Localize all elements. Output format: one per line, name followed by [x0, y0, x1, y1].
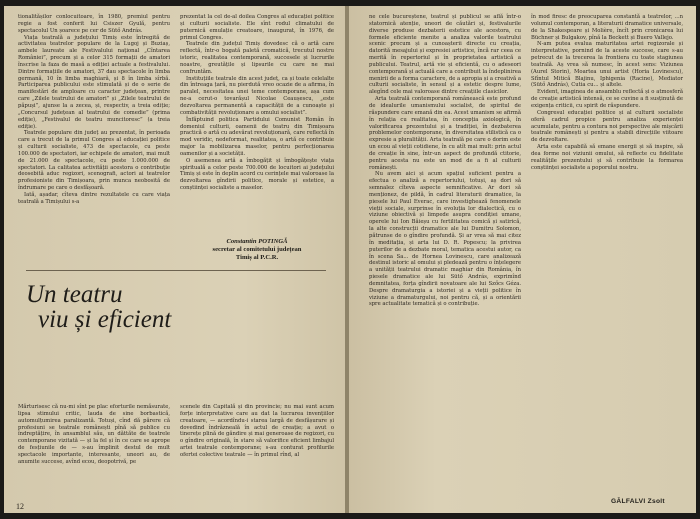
paragraph: Viața teatrală a județului Timiș este întregită de activitatea teatrelor populare de la Lugoj și Buziaș, ambele laureate ale Festivalului național „Cîntarea României”, precum și a celor 315 formații de amatori înscrise la faza de masă a ediției actuale a festivalului. Dintre formațiile de amatori, 37 dau spectacole în limba germană, 10 în limba maghiară, și 8 în limba sîrbă. Participarea publicului este stimulată și de o serie de manifestări de amploare cu caracter județean, printre care „Zilele teatrului de amatori” și „Zilele teatrului de păpuși”, ajunse la a zecea, și, respectiv, a treia ediție; „Concursul județean al teatrului de comedie” (prima ediție), „Festivalul de teatru muncitoresc” (a treia ediție).: [18, 34, 170, 130]
left-top-column-1: [18, 14, 170, 268]
paragraph: Teatrele din județul Timiș dovedesc că o artă care reflectă, într-o bogată paletă cromatică, trecutul nostru istoric, realitatea contemporană, succesele și lucrurile noastre, greutățile și lipsurile cu care ne mai confruntăm.: [180, 41, 334, 75]
paragraph: scenele din Capitală și din provincie; nu mai sunt acum forțe interpretative care au dat la lucrarea invențiilor creatoare, — acordîndu-i starea largă de desfășurare și dovedind îndrăzneală în actul de creație; a avut o tinerețe plină de găndire și mai generoase de regizori, cu o gîndire originală, în stare să valorifice eficient limbajul artei teatrale contemporane; s-au conturat profilurile ofertei colective teatrale — în primul rînd, al: [180, 404, 334, 458]
paragraph: Mărturisesc că nu-mi sînt pe plac eforturile nemăsurate, lipsa stimului critic, lauda de sine borbastică, automulțumirea paralizantă. Totuși, cînd dă părere că profesiuni se teatrale românești pînă să publice cu îndreptățire, în ansamblul său, un dăttăte de teatrele contemporane vizitată — și la fel și în ce care se aprope de fesțiunile de — s-au împlinit destul de mult spectacole importante, interesante, uneori au, de anumite succese, avînd ecou, deopotrivă, pe: [18, 404, 170, 465]
right-column-1: [369, 14, 521, 504]
paragraph: ne cele bucureștene, teatrul și publicul se află într-o statornică atenție, uneori de căutări și, festivalurile diverse produse dezbaterii estetice ale acestora, cu formele eficiente menite a analiza valorile teatrului scenic precum și a cunoașterii directe cu creația, datorită mesajului și expresiei artistice, încă rar ceea ce merită în repertoriul și în proprietatea artistică a publicului. Teatrul, artă vie și eficientă, cu o adeseori contemporană și actuală care a contribuit la îndeplinirea menirii de a forma caractere, de a apropia și a creativă a culturii socialiste, în sensul și a estetic despre lume, alegînd cele mai valoroase dintre creațiile clasicilor.: [369, 14, 521, 96]
paragraph: prezentat la cel de-al doilea Congres al educației politice și culturii socialiste. Ele sînt rodul climatului de puternică emulație creatoare, inaugurat, în 1976, de primul Congres.: [180, 14, 334, 41]
page-number: 12: [16, 502, 24, 511]
paragraph: Evident, imaginea de ansamblu reflectă și o atmosferă de creație artistică intensă, ce se cuvine a fi susținută de exigența criticii, cu spirit de răspundere.: [531, 89, 683, 109]
divider: [26, 270, 326, 271]
left-page: [4, 6, 347, 513]
signature-role: Timiș al P.C.R.: [235, 254, 279, 261]
author-signature: GĂLFALVI Zsolt: [611, 498, 665, 505]
paragraph: Iată, așadar, cîteva dintre rezultatele cu care viața teatrală a Timișului s-a: [18, 191, 170, 205]
article-title: [26, 282, 226, 332]
left-bottom-column-1: [18, 404, 170, 496]
right-page: [349, 6, 696, 513]
paragraph: Teatrele populare din județ au prezentat, în perioada care a trecut de la primul Congres al educației politice și culturii socialiste, 473 de spectacole, cu peste 100.000 de spectatori, iar echipele de amatori, mai mult de 21.000 de spectacole, cu peste 1.000.000 de spectatori. La calitatea activității acestora o contribuție deosebită aduc regizori, scenografi, actori ai teatrelor profesioniste din Timișoara, prin munca neobosită de îndrumare pe care o desfășoară.: [18, 130, 170, 192]
signature-name: Constantin POTINGĂ: [226, 238, 288, 245]
paragraph: Nu avem aici și acum spațiul suficient pentru a efectua o analiză a repertoriului, totuși, aș dori să semnalez cîteva aspecte semnificative. Ar dori să menționez, de pildă, în cadrul literaturii dramatice, la piesele lui Paul Everac, care investighează fenomenele vieții sociale, surprinse în evoluția lor dialectică, cu o viziune obiectivă și limpede asupra condiției umane, operele lui Ion Băieșu cu fertilitatea comică și satirică, la alte construcții dramatice ale lui Dumitru Solomon, pătrunse de o gîndire profundă. Și ar vrea să mai citez în meditația, și arta lui D. R. Popescu; la privirea puterilor de a dezbate moral, tematica acestui autor, ca în scena Sa... de Hornea Lovinescu, care analizează destinul istoric al omului și pledează pentru o înțelegere a unității teatrului dramatic maghiar din România, în piesele dramatice ale lui Sütő András, exprimînd demnitatea, forța gîndirii novatoare ale lui Szőcs Géza. Despre dramaturgia a istoriei și a vieții politice în viziune a dramaturgului, noi pentru că, și a orientării spre actualitate tematică și o contribuție.: [369, 171, 521, 308]
paragraph: în mod firesc de preocuparea constantă a teatrelor, ...n volumul contemporan, a literaturii dramatice universale, de la Shakespeare și Molière, încît prin cronicarea lui Büchner și Bulgakov, pînă la Beckett și Buero Vallejo.: [531, 14, 683, 41]
left-bottom-column-2: [180, 404, 334, 496]
paragraph: N-am putea evalua maturitatea artei regizorale și interpretative, pornind de la aceste succese, care s-au petrecut de la trecerea la frontiera cu toate stagiunea teatrală. Aș vrea să numesc, în acest sens: Viziunea (Aurel Storin), Moartea unui artist (Horia Lovinescu), Sfîntul Mitică Blajinu, Iphigenia (Racine), Mediator (Sütő András), Cutia cu... și altele.: [531, 41, 683, 89]
paragraph: Instituțiile teatrale din acest județ, ca și toate celelalte din întreaga țară, nu pierdută vreo ocazie de a afirma, în paralel, necesitatea unei teme contemporane, așa cum ne-a cerut-o tovarășul Nicolae Ceaușescu, „este dezvoltarea permanentă a capacității de a cunoaște și combativității revoluționare a omului socialist”.: [180, 75, 334, 116]
title-line: Un teatru: [26, 281, 123, 308]
title-line: viu și eficient: [38, 306, 172, 333]
paragraph: O asemenea artă a îmbogățit și îmbogățește viața spirituală a celor peste 700.000 de locuitori ai județului Timiș și este în deplin acord cu cerințele mai valoroase la dezvoltarea gîndirii politice, morale și estetice, a conștiinței socialiste a maselor.: [180, 157, 334, 192]
signature-role: secretar al comitetului județean: [212, 246, 302, 253]
paragraph: Congresul educației politice și al culturii socialiste oferă cadrul propice pentru analiza experienței acumulate, pentru a contura noi perspective ale mișcării teatrale românești și pentru a stabili direcțiile viitoare de dezvoltare.: [531, 109, 683, 144]
paragraph: Arta este capabilă să emane energii și să inspire, să dea forme noi viziunii omului, să reflecte cu fidelitate realitățile prezentului și să contribuie la formarea conștiinței socialiste a poporului nostru.: [531, 144, 683, 171]
right-column-2: [531, 14, 683, 494]
signature-block: [180, 238, 334, 262]
paragraph: tionalitășilor conlocuitoare, în 1980, premiul pentru regie a fost conferit lui Csiszer Gyulă, pentru spectacolul Un șoarece pe cer de Sütő András.: [18, 14, 170, 34]
paragraph: Arta teatrală contemporană românească este profund de idealurile umanismului socialist, de spiritul de răspundere care emană din ea. Acest umanism se afirmă în relația cu realitatea, în concepția axiologică, în valorificarea prezentului și a tradiției, în dezbaterea problemelor contemporane, în diversitatea stilistică ca o expresie a pluralității. Arta teatrală pe care o dorim este un ecou al vieții cotidiene, în cu atît mai mult: prin actul de creație în sine, într-un aspect de profundă ctitorie, pentru acesta nu este un mod de a fi al culturii românești.: [369, 96, 521, 171]
left-top-column-2: [180, 14, 334, 192]
paragraph: Înfăptuind politica Partidului Comunist Român în domeniul culturii, oamenii de teatru din Timișoara practică o artă cu adevărat revoluționară, care reflectă în mod veridic, nedeformat, realitatea, o artă ce contribuie major la mobilizarea maselor, pentru perfecționarea oamenilor și a societății.: [180, 116, 334, 157]
